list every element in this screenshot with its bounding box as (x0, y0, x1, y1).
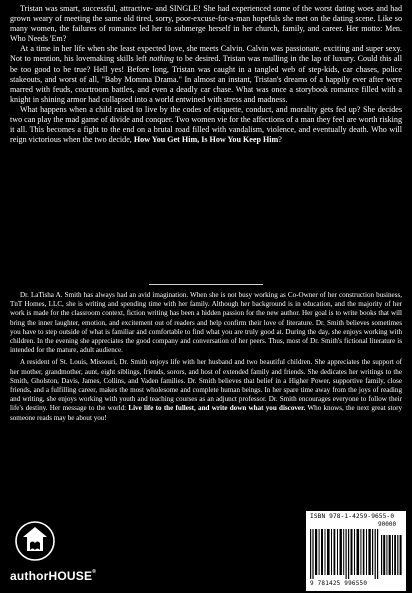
bio-paragraph-1: Dr. LaTisha A. Smith has always had an avid imagination. When she is not busy working as Co-Owner of her construction business, TnT Homes, LLC, she is writing and spending time with her family. Although her background is in education, and the majority of her work is made for the classroom context, fiction writing has been a hidden passion for the new author. Her goal is to write books that will bring the inner laughter, emotion, and excitement out of readers and help confirm their love of literature. Dr. Smith believes sometimes you have to step outside of what is familiar and comfortable to find what you are truly good at. During the day, she enjoys working with children. In the evening she appreciates the good company and conversation of her peers. Thus, most of Dr. Smith's fictional literature is intended for the mature, adult audience. (10, 291, 402, 355)
publisher-name: authorHOUSE® (10, 569, 97, 583)
publisher-emblem-icon (10, 519, 118, 569)
back-cover-synopsis (10, 4, 402, 145)
isbn-barcode (306, 511, 406, 591)
barcode-icon (310, 523, 402, 579)
publisher-logo (10, 519, 118, 585)
barcode-digits: 9 781425 996550 (310, 580, 368, 587)
price-code: 90000 (378, 521, 397, 528)
author-message-bold: Live life to the fullest, and write down what you discover. (128, 404, 306, 413)
synopsis-paragraph-3: What happens when a child raised to live by the codes of etiquette, conduct, and morality gets fed up? She decides two can play the mad game of divide and conquer. Two women vie for the affections of a man they feel are worth risking it all. This becomes a fight to the end on a brutal road filled with vandalism, violence, and eventually death. Who will reign victorious when the two decide, How You Get Him, Is How You Keep Him? (10, 104, 403, 145)
section-divider (149, 284, 263, 285)
bio-paragraph-2: A resident of St. Louis, Missouri, Dr. Smith enjoys life with her husband and two beautiful children. She appreciates the support of her mother, grandmother, aunt, eight siblings, friends, sorors, and host of extended family and friends. She dedicates her writings to the Smith, Gholston, Davis, James, Collins, and Vaden families. Dr. Smith believes that belief in a Higher Power, supportive family, close friends, and a fulfilling career, makes the most wholesome and complete human beings. In her spare time away from the joys of reading and writing, she enjoys working with youth and teaching courses as an adjunct professor. Dr. Smith encourages everyone to follow their life's destiny. Her message to the world: Live life to the fullest, and write down what you discover. Who knows, the next great story someone reads may be about you! (10, 358, 402, 422)
book-title-bold: How You Get Him, Is How You Keep Him (133, 135, 279, 145)
synopsis-paragraph-1: Tristan was smart, successful, attractive- and SINGLE! She had experienced some of the worst dating woes and had grown weary of meeting the same old tired, sorry, poor-excuse-for-a-man hopefuls she met on the dating scene. Like so many women, the failures of romance led her to submerge herself in her church, family, and career. Her motto: Men. Who Needs 'Em? (10, 4, 402, 44)
emphasis-nothing: nothing (149, 54, 174, 64)
isbn-text: ISBN 978-1-4259-9655-0 (310, 513, 395, 520)
author-bio (10, 291, 402, 423)
synopsis-paragraph-2: At a time in her life when she least expected love, she meets Calvin. Calvin was passionate, exciting and super sexy. Not to mention, his lovemaking skills left nothing to be desired. Tristan was mulling in the lap of luxury. Could this all be too good to be true? Hell yes! Before long, Tristan was caught in a tangled web of step-kids, car chases, police stakeouts, and worst of all, "Baby Momma Drama." In almost an instant, Tristan's dreams of a happily ever after were marred with feuds, courtroom battles, and even a deadly car chase. What was once a storybook romance filled with a knight in shining armor had collapsed into a world entwined with stress and madness. (10, 44, 402, 104)
